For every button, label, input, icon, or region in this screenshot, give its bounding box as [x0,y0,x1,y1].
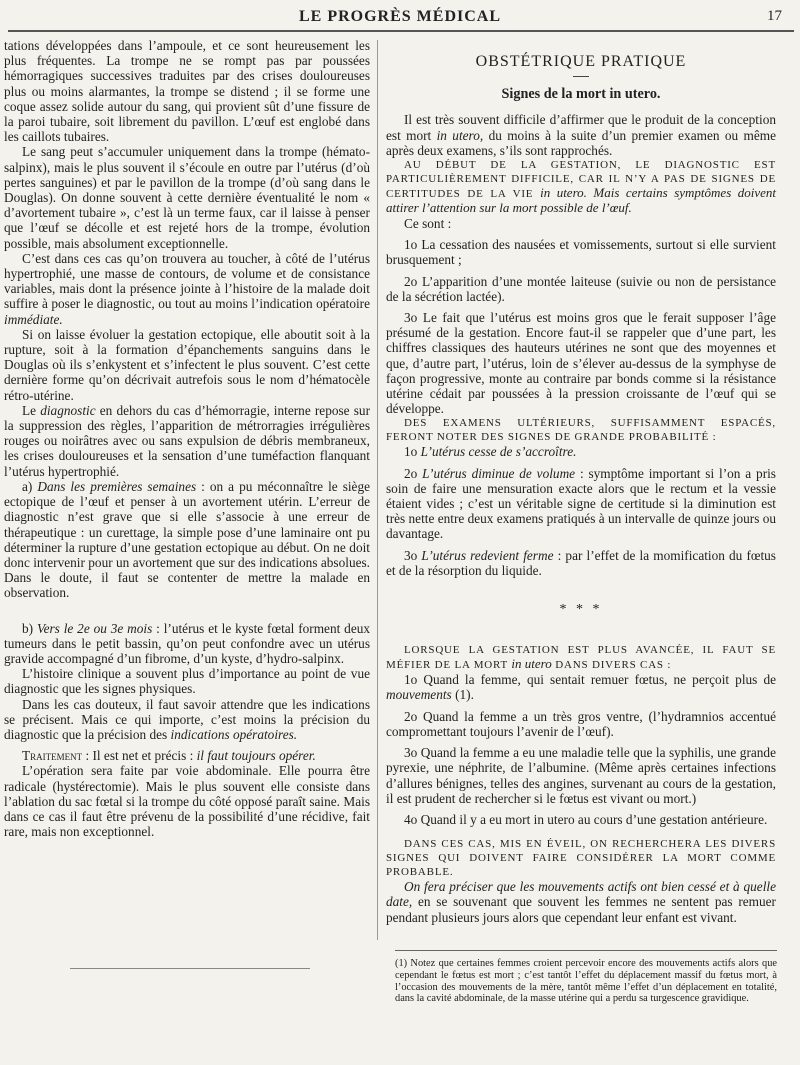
left-paragraph-3 [4,251,370,327]
paragraph-text: 1o Quand la femme, qui sentait remuer fœtus, ne perçoit plus de [404,672,776,688]
paragraph-text: : Il est net et précis : [85,748,194,764]
left-paragraph-diagnostic [4,403,370,479]
emphasis-text: L’utérus redevient ferme [421,547,554,563]
emphasis-text: il faut toujours opérer. [196,748,316,764]
lead-letter: b) [22,620,34,636]
column-separator [377,40,378,940]
journal-title: LE PROGRÈS MÉDICAL [298,8,502,25]
lead-italic: Dans les premières semaines [37,478,197,494]
left-column [4,38,370,839]
item-number: 2o [404,465,418,481]
page-number: 17 [767,8,782,24]
left-paragraph-a [4,479,370,601]
caps-text: LORSQUE LA GESTATION EST PLUS AVANCÉE, IL FAUT SE MÉFIER DE LA MORT [386,644,776,672]
article-title: Signes de la mort in utero. [501,86,661,103]
caps-text: DANS DIVERS CAS : [555,659,672,672]
emphasis-text: in utero [511,656,552,672]
case-1 [386,672,776,702]
emphasis-text: in utero. Mais certains symptômes doivent attirer l’attention sur la mort possible de l’œuf. [386,185,776,216]
emphasis-text: L’utérus diminue de volume [422,465,576,481]
paragraph-text: du moins à la suite d’un premier examen ou même après deux examens, s’ils sont rapprochés. [386,127,776,158]
caps-text: AU DÉBUT DE LA GESTATION, LE DIAGNOSTIC EST PARTICULIÈREMENT DIFFICILE, CAR IL N’Y A PAS DE SIGNES DE CERTITUDES DE LA VIE [386,159,776,201]
paragraph-text: en se souvenant que souvent les femmes ne sentent pas remuer pendant plusieurs jours alors que cependant leur enfant est vivant. [386,894,776,925]
paragraph-text: C’est dans ces cas qu’on trouvera au toucher, à côté de l’utérus hypertrophié, une masse de contours, de volume et de consistance variables, mais dont la présence jointe à l’histoire de la malade doit suffire à poser le diagnostic, ou tout au moins l’indication opératoire [4,250,370,312]
paragraph-text: Il est très souvent difficile d’affirmer que le produit de la conception est mort [386,112,776,143]
sign-2: 2o L’apparition d’une montée laiteuse (suivie ou non de persistance de la sécrétion lactée). [386,273,776,304]
footnote: (1) Notez que certaines femmes croient percevoir encore des mouvements actifs alors que cependant le fœtus est mort ; c’est tantôt l’effet du déplacement massif du fœtus mort, à l’occasion des mouvements de la mère, tantôt même l’effet d’un déplacement en totalité, dans la cavité abdominale, de la masse utérine qui a perdu sa turgescence gravidique. [395,958,777,1005]
section-title: OBSTÉTRIQUE PRATIQUE [475,53,687,70]
emphasis-text: immédiate. [4,311,63,327]
left-paragraph-doubt [4,697,370,743]
intro-paragraph [386,112,776,158]
emphasis-text: On fera préciser que les mouvements actifs ont bien cessé et à quelle date, [386,879,776,910]
later-exams-paragraph: DES EXAMENS ULTÉRIEURS, SUFFISAMMENT ESPACÉS, FERONT NOTER DES SIGNES DE GRANDE PROBABILITÉ : [386,417,776,444]
probable-sign-3 [386,548,776,578]
spacer [4,601,370,621]
item-number: 1o [404,444,418,460]
paragraph-text: : par l’effet de la momification du fœtus et de la résorption du liquide. [386,547,776,578]
paragraph-text: en dehors du cas d’hémorragie, interne repose sur la suppression des règles, l’apparition de métrorragies irrégulières rouges ou noirâtres avec ou sans expulsion de débris membraneux, les crises douloureuses et la sensation d’une tuméfaction flanquant l’utérus hypertrophié. [4,402,370,479]
left-paragraph-operation: L’opération sera faite par voie abdominale. Elle pourra être radicale (hystérectomie). Mais le plus souvent elle consiste dans l’ablation du sac fœtal si la trompe du côté opposé paraît saine. Mais dans ce cas il faut être prévenu de la possibilité d’une récidive, fait rare, mais non exceptionnel. [4,763,370,840]
page-header [0,0,800,32]
case-3: 3o Quand la femme a eu une maladie telle que la syphilis, une grande pyrexie, une néphrite, de l’albumine. (Même après certaines infections d’allures bénignes, telles des angines, survenant au cours de la gestation, il est prudent de rechercher si le fœtus est vivant ou mort.) [386,745,776,806]
advanced-gestation-paragraph [386,643,776,672]
emphasis-text: L’utérus cesse de s’accroître. [420,444,577,460]
probable-sign-2 [386,466,776,542]
end-rule [70,968,310,969]
left-paragraph-treatment [4,748,370,763]
ce-sont: Ce sont : [404,216,452,232]
paragraph-text: : l’utérus et le kyste fœtal forment deux tumeurs dans le petit bassin, qu’on peut confondre avec un utérus gravide accompagné d’un fibrome, d’un kyste, d’hydro-salpinx. [4,620,371,666]
left-paragraph-2: Le sang peut s’accumuler uniquement dans la trompe (hémato-salpinx), mais le plus souvent il s’écoule en outre par l’utérus (d’où pertes sanguines) et par le pavillon de la trompe (d’où sang dans le Douglas). On donne souvent à cette dernière éventualité le nom « d’avortement tubaire », c’est là un terme faux, car il laisse à penser que l’œuf se décolle et est rejeté hors de la trompe, évolution possible, mais absolument exceptionnelle. [4,144,370,251]
final-paragraph [386,879,776,925]
right-column [386,38,776,925]
emphasis-text: in utero, [436,127,484,143]
lead-letter: a) [22,478,33,494]
lead-word: Le [22,402,37,418]
alert-paragraph: DANS CES CAS, MIS EN ÉVEIL, ON RECHERCHERA LES DIVERS SIGNES QUI DOIVENT FAIRE CONSIDÉRER LA MORT COMME PROBABLE. [386,838,776,879]
paragraph-text: : symptôme important si l’on a pris soin de faire une mensuration exacte alors que le rectum et la vessie étaient vides ; c’est un véritable signe de certitude si la diminution est très nette entre deux examens pratiqués à un intervalle de quinze jours ou davantage. [386,465,776,542]
left-paragraph-1: tations développées dans l’ampoule, et ce sont heureusement les plus fréquentes. La trompe ne se rompt pas par poussées hémorragiques successives traduites par des crises douloureuses plus ou moins alarmantes, la trompe se distend ; il se forme une coque assez solide autour du sang, qui provient sût d’une fissure de la paroi tubaire, soit librement du pavillon. L’œuf est englobé dans les caillots tubaires. [4,38,370,145]
item-number: 3o [404,547,418,563]
left-paragraph-b [4,621,370,667]
probable-sign-1 [386,444,776,459]
sign-3: 3o Le fait que l’utérus est moins gros que le ferait supposer l’âge présumé de la gestation. Encore faut-il se rappeler que d’une part, les chiffres classiques des hauteurs utérines ne sont que des moyennes et que, d’autre part, l’utérus, loin de s’élever au-dessus de la symphyse de façon progressive, monte au contraire par bonds comme si la résistance utérine cédait par poussées à la pression croissante de l’œuf qui se développe. [386,310,776,417]
sign-1: 1o La cessation des nausées et vomissements, surtout si elle survient brusquement ; [386,237,776,268]
case-4: 4o Quand il y a eu mort in utero au cours d’une gestation antérieure. [404,811,768,827]
header-rule [8,30,794,32]
early-gestation-paragraph [386,158,776,216]
paragraph-text: : on a pu méconnaître le siège ectopique de l’œuf et penser à un avortement utérin. L’erreur de diagnostic n’est grave que si elle s’associe à une erreur de thérapeutique : un curettage, la simple pose d’une laminaire ont pu déterminer la rupture d’une gestation ectopique au début. On ne doit donc intervenir pour un avortement que sur des indications absolues. Dans le doute, il faut se contenter de mettre la malade en observation. [4,478,371,601]
treatment-heading: Traitement [22,748,83,764]
title-dash [573,76,589,77]
case-2: 2o Quand la femme a un très gros ventre, (l’hydramnios accentué compromettant toujours l’avenir de l’œuf). [386,708,776,739]
paragraph-text: Dans les cas douteux, il faut savoir attendre que les indications se précisent. Mais ce qui importe, c’est moins la précision du diagnostic que la précision des [4,696,370,742]
footnote-rule [395,950,777,951]
left-paragraph-4: Si on laisse évoluer la gestation ectopique, elle aboutit soit à la rupture, soit à la formation d’épanchements sanguins dans le Douglas où ils s’enkystent et s’infectent le plus souvent. C’est cette dernière forme qu’on décrivait autrefois sous le nom d’hématocèle rétro-utérine. [4,326,370,403]
lead-italic: diagnostic [40,402,96,418]
left-paragraph-history: L’histoire clinique a souvent plus d’importance au point de vue diagnostic que les signes physiques. [4,666,370,697]
emphasis-text: mouvements [386,687,452,703]
footnote-ref: (1). [455,687,474,703]
lead-italic: Vers le 2e ou 3e mois [36,620,153,636]
emphasis-text: indications opératoires. [170,726,298,742]
section-asterism: * * * [559,602,603,618]
